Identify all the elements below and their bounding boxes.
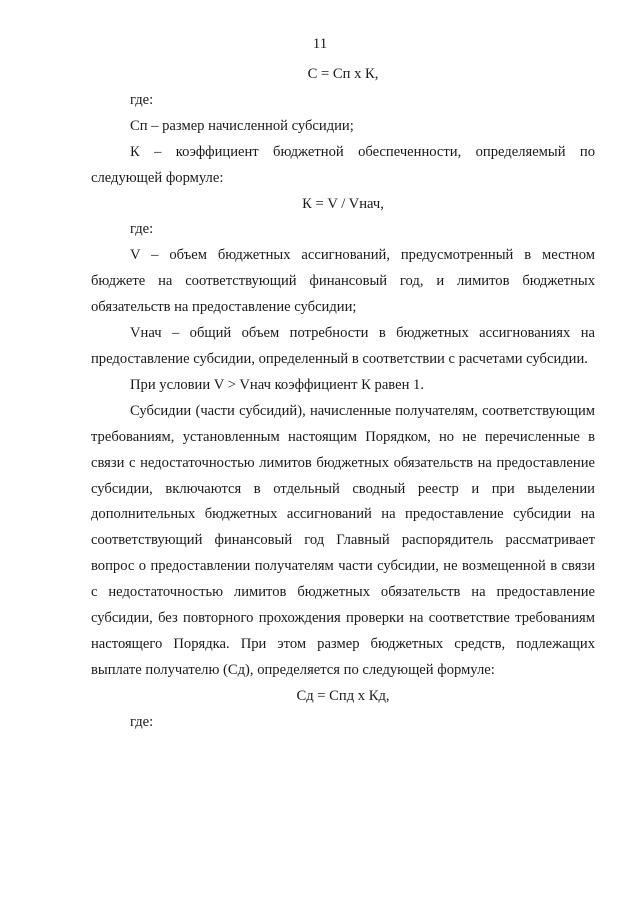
paragraph-k-definition: К – коэффициент бюджетной обеспеченности, определяемый по следующей формуле: [91, 143, 595, 186]
document-body [91, 62, 595, 736]
paragraph-cp-definition: Сп – размер начисленной субсидии; [130, 117, 354, 134]
page-number: 11 [312, 36, 328, 52]
where-label: где: [130, 91, 154, 108]
where-label: где: [130, 221, 154, 238]
paragraph-vnach-definition: Vнач – общий объем потребности в бюджетных ассигнованиях на предоставление субсидии, определенный в соответствии с расчетами субсидии. [91, 325, 595, 367]
formula-k: К = V / Vнач, [302, 195, 384, 212]
formula-c: С = Сп х К, [307, 66, 379, 82]
paragraph-v-definition: V – объем бюджетных ассигнований, предусмотренный в местном бюджете на соответствующий финансовый год, и лимитов бюджетных обязательств на предоставление субсидии; [91, 247, 595, 316]
paragraph-condition: При условии V > Vнач коэффициент К равен 1. [130, 376, 424, 393]
formula-cd: Сд = Спд х Кд, [296, 687, 390, 704]
paragraph-subsidies: Субсидии (части субсидий), начисленные получателям, соответствующим требованиям, установленным настоящим Порядком, но не перечисленные в связи с недостаточностью лимитов бюджетных обязательств на предоставление субсидии, включаются в отдельный сводный реестр и при выделении дополнительных бюджетных ассигнований на предоставление субсидии на соответствующий финансовый год Главный распорядитель рассматривает вопрос о предоставлении получателям части субсидии, не возмещенной в связи с недостаточностью лимитов бюджетных обязательств на предоставление субсидии, без повторного прохождения проверки на соответствие требованиям настоящего Порядка. При этом размер бюджетных средств, подлежащих выплате получателю (Сд), определяется по следующей формуле: [91, 402, 595, 678]
where-label: где: [130, 713, 154, 730]
